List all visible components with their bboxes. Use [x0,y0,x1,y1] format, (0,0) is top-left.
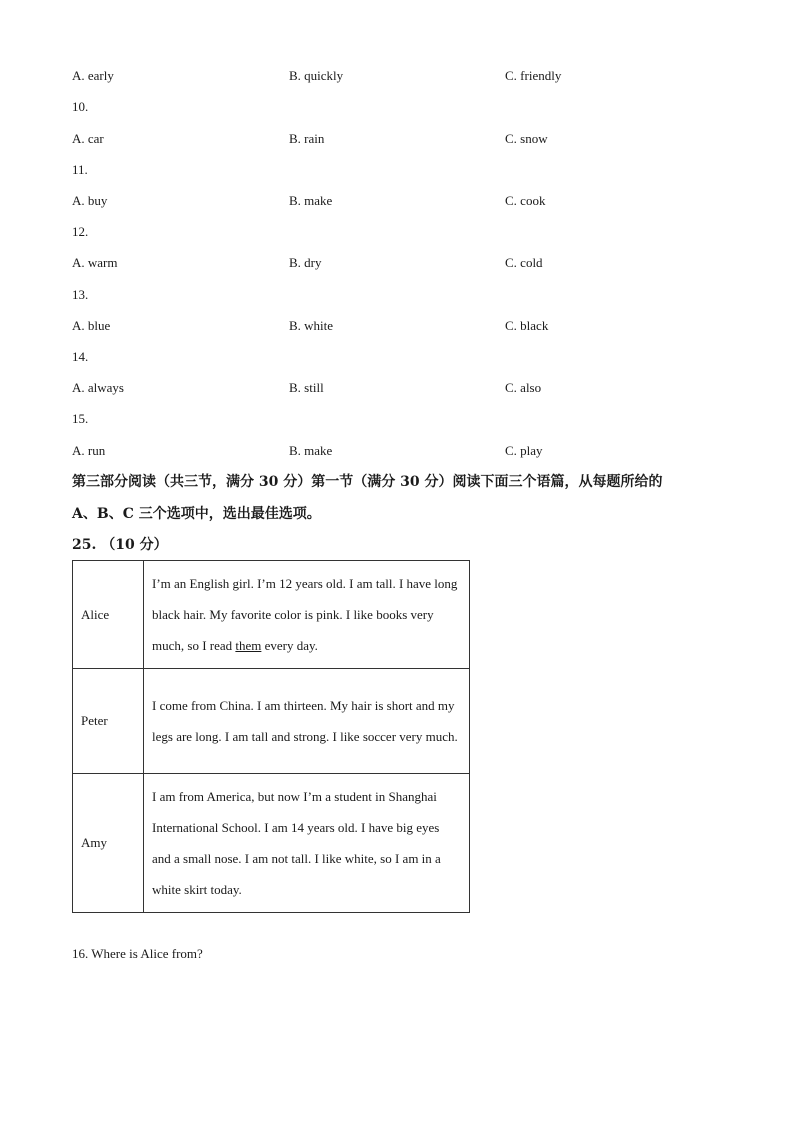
question-number: 11. [72,162,88,177]
option-a: A. car [72,131,104,146]
option-a: A. warm [72,255,118,270]
option-a: A. early [72,68,114,83]
question-number: 10. [72,99,89,114]
table-row [73,774,470,913]
option-a: A. buy [72,193,108,208]
underlined-word: them [235,638,262,653]
option-b: B. quickly [289,68,344,83]
option-c: C. cook [505,193,546,208]
question-number: 13. [72,287,89,302]
description-text: I come from China. I am thirteen. My hair is short and my legs are long. I am tall and strong. I like soccer very much. [152,698,458,744]
person-name: Amy [73,774,144,913]
section-heading-line1: 第三部分阅读（共三节，满分 30 分）第一节（满分 30 分）阅读下面三个语篇，从每题所给的 [72,474,663,490]
person-description [144,669,470,774]
question-number: 15. [72,411,89,426]
question-16: 16. Where is Alice from? [72,946,203,961]
option-b: B. white [289,318,334,333]
option-c: C. play [505,443,543,458]
option-b: B. still [289,380,324,395]
description-text: I’m an English girl. I’m 12 years old. I am tall. I have long black hair. My favorite color is pink. I like books very much, so I read [152,576,458,653]
description-text-end: every day. [261,638,318,653]
option-c: C. cold [505,255,543,270]
person-description [144,561,470,669]
option-b: B. dry [289,255,322,270]
option-c: C. black [505,318,549,333]
table-row [73,561,470,669]
option-b: B. make [289,193,333,208]
person-name: Peter [73,669,144,774]
option-c: C. also [505,380,542,395]
option-c: C. friendly [505,68,562,83]
person-name: Alice [73,561,144,669]
person-description [144,774,470,913]
passage-table [72,560,470,913]
option-b: B. make [289,443,333,458]
description-text: I am from America, but now I’m a student in Shanghai International School. I am 14 years old. I have big eyes and a small nose. I am not tall. I like white, so I am in a white skirt today. [152,789,441,897]
option-a: A. run [72,443,106,458]
section-heading-line2: A、B、C 三个选项中，选出最佳选项。 [72,506,321,522]
table-row [73,669,470,774]
option-a: A. always [72,380,124,395]
option-b: B. rain [289,131,325,146]
question-number: 12. [72,224,89,239]
option-a: A. blue [72,318,111,333]
option-c: C. snow [505,131,548,146]
question-number: 14. [72,349,89,364]
passage-title: 25. （10 分） [72,537,168,553]
